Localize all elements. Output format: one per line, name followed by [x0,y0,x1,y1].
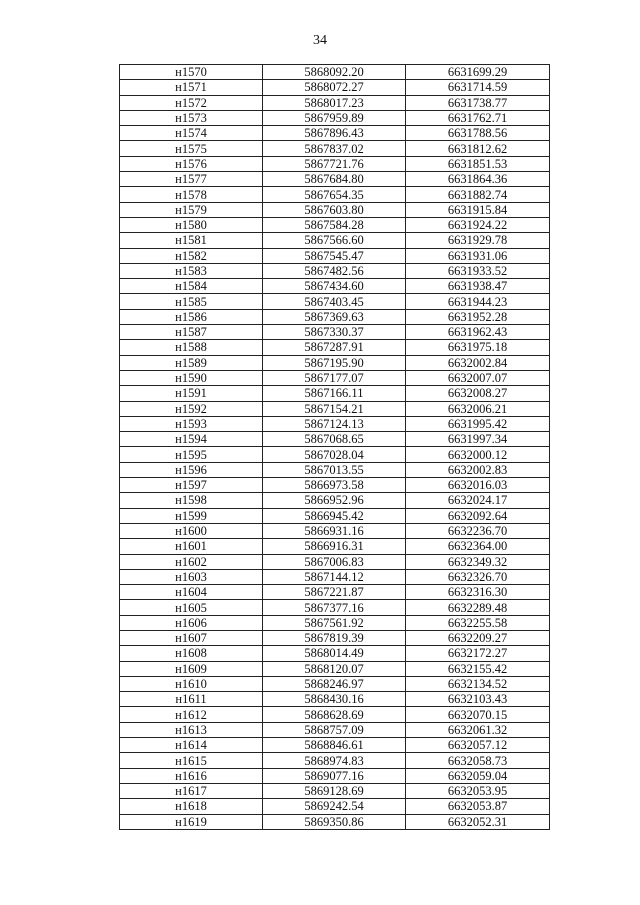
x-coordinate-cell: 5866973.58 [263,478,406,493]
table-row [120,202,550,217]
table-row [120,126,550,141]
table-row [120,248,550,263]
point-id-cell: н1607 [120,630,263,645]
x-coordinate-cell: 5868017.23 [263,95,406,110]
table-row [120,279,550,294]
y-coordinate-cell: 6631933.52 [406,263,550,278]
y-coordinate-cell: 6631738.77 [406,95,550,110]
x-coordinate-cell: 5867144.12 [263,569,406,584]
point-id-cell: н1619 [120,814,263,829]
y-coordinate-cell: 6632002.84 [406,355,550,370]
x-coordinate-cell: 5867195.90 [263,355,406,370]
y-coordinate-cell: 6631882.74 [406,187,550,202]
point-id-cell: н1584 [120,279,263,294]
x-coordinate-cell: 5866931.16 [263,523,406,538]
x-coordinate-cell: 5868974.83 [263,753,406,768]
table-row [120,370,550,385]
table-row [120,768,550,783]
point-id-cell: н1588 [120,340,263,355]
table-row [120,80,550,95]
table-row [120,141,550,156]
table-row [120,523,550,538]
point-id-cell: н1595 [120,447,263,462]
point-id-cell: н1578 [120,187,263,202]
point-id-cell: н1608 [120,646,263,661]
x-coordinate-cell: 5867221.87 [263,585,406,600]
y-coordinate-cell: 6632349.32 [406,554,550,569]
point-id-cell: н1575 [120,141,263,156]
point-id-cell: н1611 [120,692,263,707]
x-coordinate-cell: 5867566.60 [263,233,406,248]
table-row [120,585,550,600]
x-coordinate-cell: 5867287.91 [263,340,406,355]
y-coordinate-cell: 6632053.87 [406,799,550,814]
x-coordinate-cell: 5867837.02 [263,141,406,156]
x-coordinate-cell: 5868120.07 [263,661,406,676]
x-coordinate-cell: 5867684.80 [263,172,406,187]
table-row [120,110,550,125]
table-row [120,355,550,370]
point-id-cell: н1579 [120,202,263,217]
y-coordinate-cell: 6631929.78 [406,233,550,248]
y-coordinate-cell: 6632326.70 [406,569,550,584]
y-coordinate-cell: 6632289.48 [406,600,550,615]
table-row [120,432,550,447]
x-coordinate-cell: 5867584.28 [263,217,406,232]
x-coordinate-cell: 5867721.76 [263,156,406,171]
y-coordinate-cell: 6632155.42 [406,661,550,676]
x-coordinate-cell: 5867896.43 [263,126,406,141]
y-coordinate-cell: 6632059.04 [406,768,550,783]
y-coordinate-cell: 6632061.32 [406,722,550,737]
x-coordinate-cell: 5867006.83 [263,554,406,569]
x-coordinate-cell: 5867369.63 [263,309,406,324]
table-row [120,263,550,278]
point-id-cell: н1610 [120,676,263,691]
table-row [120,630,550,645]
table-row [120,386,550,401]
point-id-cell: н1601 [120,539,263,554]
table-row [120,217,550,232]
table-row [120,554,550,569]
table-row [120,294,550,309]
point-id-cell: н1600 [120,523,263,538]
point-id-cell: н1585 [120,294,263,309]
table-row [120,309,550,324]
point-id-cell: н1617 [120,783,263,798]
y-coordinate-cell: 6632236.70 [406,523,550,538]
x-coordinate-cell: 5868092.20 [263,65,406,80]
point-id-cell: н1613 [120,722,263,737]
point-id-cell: н1615 [120,753,263,768]
y-coordinate-cell: 6632092.64 [406,508,550,523]
point-id-cell: н1582 [120,248,263,263]
point-id-cell: н1586 [120,309,263,324]
table-row [120,156,550,171]
coordinates-table [119,64,550,830]
y-coordinate-cell: 6631762.71 [406,110,550,125]
y-coordinate-cell: 6631962.43 [406,325,550,340]
point-id-cell: н1598 [120,493,263,508]
y-coordinate-cell: 6632008.27 [406,386,550,401]
y-coordinate-cell: 6632007.07 [406,370,550,385]
x-coordinate-cell: 5868246.97 [263,676,406,691]
y-coordinate-cell: 6631975.18 [406,340,550,355]
point-id-cell: н1599 [120,508,263,523]
point-id-cell: н1594 [120,432,263,447]
point-id-cell: н1603 [120,569,263,584]
x-coordinate-cell: 5868757.09 [263,722,406,737]
x-coordinate-cell: 5868846.61 [263,738,406,753]
table-row [120,738,550,753]
table-row [120,447,550,462]
y-coordinate-cell: 6632103.43 [406,692,550,707]
point-id-cell: н1571 [120,80,263,95]
y-coordinate-cell: 6632316.30 [406,585,550,600]
table-row [120,661,550,676]
x-coordinate-cell: 5867330.37 [263,325,406,340]
point-id-cell: н1576 [120,156,263,171]
x-coordinate-cell: 5868628.69 [263,707,406,722]
table-row [120,722,550,737]
table-row [120,600,550,615]
table-row [120,783,550,798]
y-coordinate-cell: 6632058.73 [406,753,550,768]
point-id-cell: н1589 [120,355,263,370]
y-coordinate-cell: 6631788.56 [406,126,550,141]
point-id-cell: н1590 [120,370,263,385]
table-row [120,416,550,431]
point-id-cell: н1618 [120,799,263,814]
y-coordinate-cell: 6631938.47 [406,279,550,294]
y-coordinate-cell: 6632016.03 [406,478,550,493]
y-coordinate-cell: 6631915.84 [406,202,550,217]
y-coordinate-cell: 6632364.00 [406,539,550,554]
point-id-cell: н1574 [120,126,263,141]
table-row [120,340,550,355]
table-row [120,401,550,416]
x-coordinate-cell: 5869077.16 [263,768,406,783]
x-coordinate-cell: 5867154.21 [263,401,406,416]
table-row [120,646,550,661]
point-id-cell: н1581 [120,233,263,248]
x-coordinate-cell: 5866916.31 [263,539,406,554]
x-coordinate-cell: 5867482.56 [263,263,406,278]
point-id-cell: н1605 [120,600,263,615]
x-coordinate-cell: 5867434.60 [263,279,406,294]
x-coordinate-cell: 5867654.35 [263,187,406,202]
y-coordinate-cell: 6632255.58 [406,615,550,630]
point-id-cell: н1592 [120,401,263,416]
table-row [120,508,550,523]
table-row [120,676,550,691]
table-row [120,799,550,814]
point-id-cell: н1596 [120,462,263,477]
y-coordinate-cell: 6631812.62 [406,141,550,156]
y-coordinate-cell: 6631995.42 [406,416,550,431]
table-row [120,172,550,187]
x-coordinate-cell: 5867403.45 [263,294,406,309]
point-id-cell: н1583 [120,263,263,278]
table-row [120,707,550,722]
table-row [120,493,550,508]
table-row [120,569,550,584]
y-coordinate-cell: 6632209.27 [406,630,550,645]
x-coordinate-cell: 5869128.69 [263,783,406,798]
table-row [120,325,550,340]
point-id-cell: н1572 [120,95,263,110]
x-coordinate-cell: 5867603.80 [263,202,406,217]
y-coordinate-cell: 6632000.12 [406,447,550,462]
x-coordinate-cell: 5867545.47 [263,248,406,263]
y-coordinate-cell: 6631864.36 [406,172,550,187]
x-coordinate-cell: 5867959.89 [263,110,406,125]
y-coordinate-cell: 6631924.22 [406,217,550,232]
y-coordinate-cell: 6632006.21 [406,401,550,416]
y-coordinate-cell: 6631952.28 [406,309,550,324]
x-coordinate-cell: 5868014.49 [263,646,406,661]
y-coordinate-cell: 6632134.52 [406,676,550,691]
y-coordinate-cell: 6632002.83 [406,462,550,477]
coordinates-table-body [120,65,550,830]
table-row [120,478,550,493]
y-coordinate-cell: 6631714.59 [406,80,550,95]
y-coordinate-cell: 6631931.06 [406,248,550,263]
point-id-cell: н1612 [120,707,263,722]
x-coordinate-cell: 5866945.42 [263,508,406,523]
y-coordinate-cell: 6631851.53 [406,156,550,171]
y-coordinate-cell: 6632172.27 [406,646,550,661]
table-row [120,539,550,554]
point-id-cell: н1577 [120,172,263,187]
y-coordinate-cell: 6632053.95 [406,783,550,798]
point-id-cell: н1580 [120,217,263,232]
x-coordinate-cell: 5867124.13 [263,416,406,431]
point-id-cell: н1573 [120,110,263,125]
table-row [120,615,550,630]
point-id-cell: н1591 [120,386,263,401]
point-id-cell: н1570 [120,65,263,80]
point-id-cell: н1587 [120,325,263,340]
table-row [120,65,550,80]
table-row [120,462,550,477]
table-row [120,233,550,248]
point-id-cell: н1597 [120,478,263,493]
table-row [120,187,550,202]
table-row [120,753,550,768]
point-id-cell: н1616 [120,768,263,783]
x-coordinate-cell: 5867561.92 [263,615,406,630]
y-coordinate-cell: 6631997.34 [406,432,550,447]
x-coordinate-cell: 5867013.55 [263,462,406,477]
x-coordinate-cell: 5867819.39 [263,630,406,645]
x-coordinate-cell: 5866952.96 [263,493,406,508]
table-row [120,814,550,829]
x-coordinate-cell: 5867377.16 [263,600,406,615]
x-coordinate-cell: 5867177.07 [263,370,406,385]
x-coordinate-cell: 5867028.04 [263,447,406,462]
point-id-cell: н1593 [120,416,263,431]
point-id-cell: н1614 [120,738,263,753]
y-coordinate-cell: 6632052.31 [406,814,550,829]
y-coordinate-cell: 6632057.12 [406,738,550,753]
table-row [120,692,550,707]
table-row [120,95,550,110]
point-id-cell: н1602 [120,554,263,569]
point-id-cell: н1604 [120,585,263,600]
y-coordinate-cell: 6632024.17 [406,493,550,508]
point-id-cell: н1606 [120,615,263,630]
x-coordinate-cell: 5868072.27 [263,80,406,95]
x-coordinate-cell: 5869350.86 [263,814,406,829]
point-id-cell: н1609 [120,661,263,676]
x-coordinate-cell: 5867068.65 [263,432,406,447]
page-number: 34 [313,33,327,48]
x-coordinate-cell: 5868430.16 [263,692,406,707]
y-coordinate-cell: 6631944.23 [406,294,550,309]
x-coordinate-cell: 5867166.11 [263,386,406,401]
x-coordinate-cell: 5869242.54 [263,799,406,814]
y-coordinate-cell: 6632070.15 [406,707,550,722]
y-coordinate-cell: 6631699.29 [406,65,550,80]
